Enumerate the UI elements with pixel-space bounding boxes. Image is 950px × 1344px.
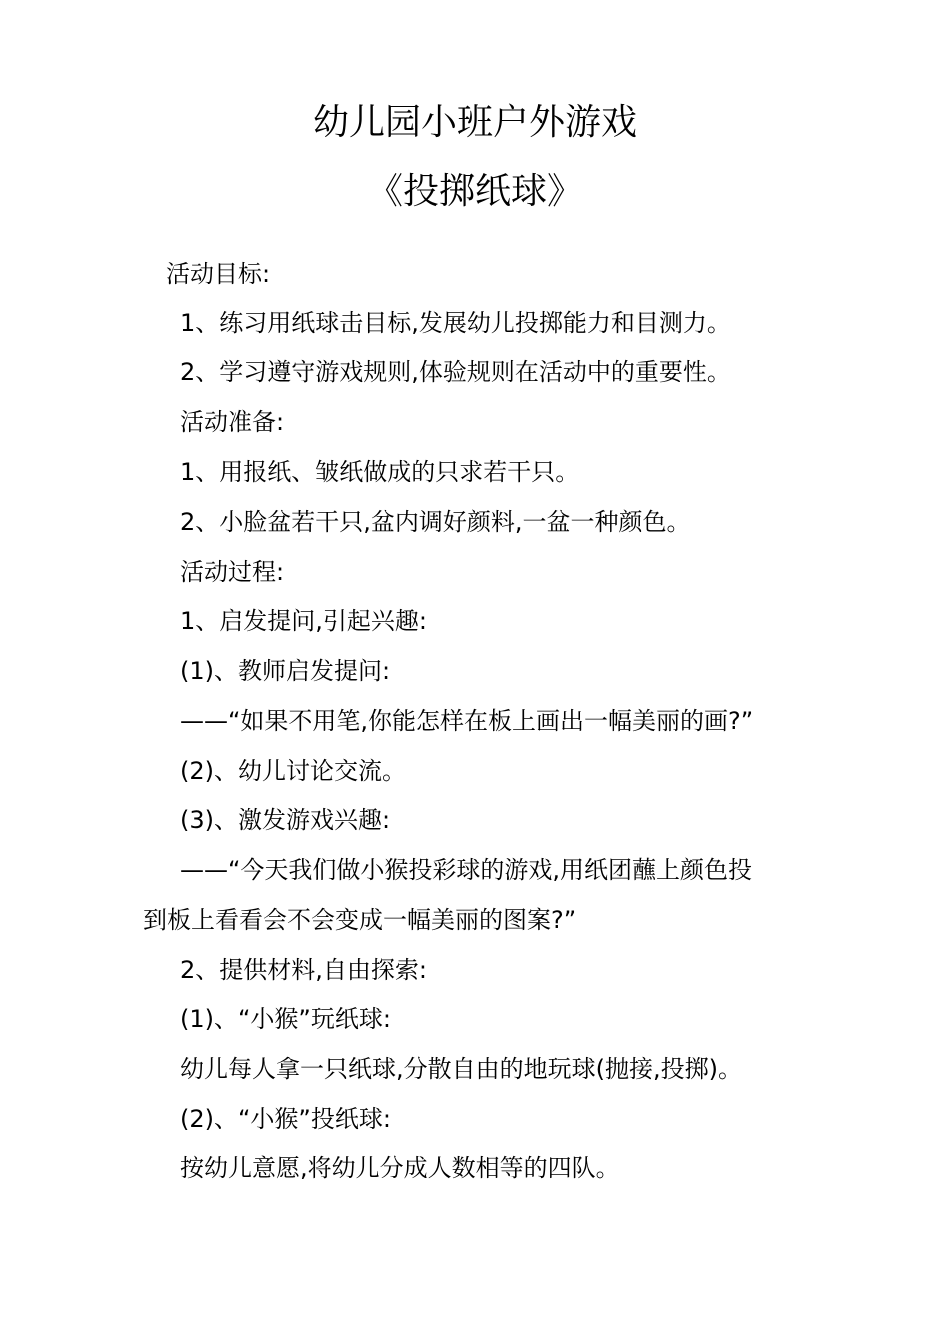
paragraph-line: ——“如果不用笔,你能怎样在板上画出一幅美丽的画?” [180,707,754,735]
paragraph-line: 按幼儿意愿,将幼儿分成人数相等的四队。 [180,1154,620,1182]
paragraph-line: 2、提供材料,自由探索: [180,956,427,984]
paragraph-line: 1、练习用纸球击目标,发展幼儿投掷能力和目测力。 [180,309,731,337]
paragraph-line: 幼儿每人拿一只纸球,分散自由的地玩球(抛接,投掷)。 [180,1055,742,1083]
paragraph-line: (2)、“小猴”投纸球: [180,1105,391,1133]
paragraph-line: (2)、幼儿讨论交流。 [180,757,406,785]
paragraph-line: 1、用报纸、皱纸做成的只求若干只。 [180,458,580,486]
section-heading-goals: 活动目标: [166,260,271,288]
paragraph-line: 2、学习遵守游戏规则,体验规则在活动中的重要性。 [180,358,731,386]
paragraph-line: 2、小脸盆若干只,盆内调好颜料,一盆一种颜色。 [180,508,691,536]
paragraph-line: (1)、“小猴”玩纸球: [180,1005,391,1033]
paragraph-line: (1)、教师启发提问: [180,657,391,685]
paragraph-line: 到板上看看会不会变成一幅美丽的图案?” [143,906,577,934]
paragraph-line: (3)、激发游戏兴趣: [180,806,391,834]
section-heading-preparation: 活动准备: [180,408,285,436]
section-heading-process: 活动过程: [180,558,285,586]
paragraph-line: 1、启发提问,引起兴趣: [180,607,427,635]
document-subtitle: 《投掷纸球》 [366,171,583,212]
paragraph-line: ——“今天我们做小猴投彩球的游戏,用纸团蘸上颜色投 [180,856,753,884]
document-title: 幼儿园小班户外游戏 [312,102,637,143]
